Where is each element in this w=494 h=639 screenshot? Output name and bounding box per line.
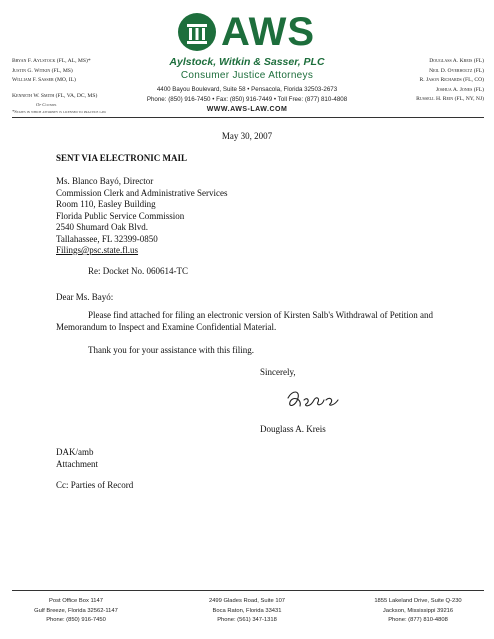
footer-office-boca-raton [190, 597, 304, 626]
attorney-name: Neil D. Overholtz (FL) [429, 67, 484, 74]
enclosure-note: Attachment [56, 459, 98, 469]
handwritten-signature [284, 386, 344, 414]
recipient-line: 2540 Shumard Oak Blvd. [56, 222, 148, 232]
attorney-name: Joshua A. Jones (FL) [435, 86, 484, 93]
firm-seal-logo [177, 12, 217, 52]
firm-logo-text: AWS [221, 10, 316, 54]
footer-line: Post Office Box 1147 [49, 598, 103, 604]
recipient-line: Room 110, Easley Building [56, 199, 156, 209]
footer-line: Gulf Breeze, Florida 32562-1147 [34, 607, 118, 614]
signer-name: Douglass A. Kreis [260, 424, 326, 434]
firm-address: 4400 Bayou Boulevard, Suite 58 • Pensacola, Florida 32503-2673 [156, 86, 338, 93]
letter-date: May 30, 2007 [221, 131, 273, 141]
recipient-line: Tallahassee, FL 32399-0850 [56, 233, 158, 244]
right-attorney-list [416, 57, 484, 105]
firm-website: WWW.AWS-LAW.COM [206, 106, 288, 113]
body-paragraph: Thank you for your assistance with this filing. [88, 345, 254, 355]
recipient-line: Commission Clerk and Administrative Services [56, 187, 228, 198]
license-note: *States in which attorney is licensed to practice law [12, 109, 107, 114]
delivery-method: SENT VIA ELECTRONIC MAIL [56, 153, 187, 163]
attorney-name: Douglass A. Kreis (FL) [429, 58, 484, 64]
firm-name: Aylstock, Witkin & Sasser, PLC [169, 56, 325, 68]
left-attorney-list [12, 57, 106, 115]
typist-initials: DAK/amb [56, 447, 94, 457]
attorney-name: Russell H. Rein (FL, NY, NJ) [416, 96, 484, 102]
attorney-name: Kenneth W. Smith (FL, VA, DC, MS) [12, 92, 98, 99]
firm-phone-line: Phone: (850) 916-7450 • Fax: (850) 916-7449 • Toll Free: (877) 810-4808 [146, 96, 348, 103]
footer-line: Boca Raton, Florida 33431 [212, 607, 282, 614]
attorney-name: William F. Sasser (MO, IL) [12, 77, 76, 83]
footer-line: Jackson, Mississippi 39216 [382, 607, 454, 614]
closing: Sincerely, [260, 367, 296, 377]
recipient-email-link[interactable]: Filings@psc.state.fl.us [56, 245, 139, 255]
body-paragraph: Please find attached for filing an electronic version of Kirsten Salb's Withdrawal of Petition and Memorandum to Inspect and Examine Confidential Material. [56, 310, 433, 332]
footer-office-gulf-breeze [20, 597, 132, 626]
recipient-line: Florida Public Service Commission [56, 210, 185, 221]
recipient-line: Ms. Blanco Bayó, Director [56, 176, 154, 186]
recipient-address-block [56, 176, 227, 257]
firm-tagline: Consumer Justice Attorneys [180, 70, 314, 81]
footer-line: Phone: (561) 347-1318 [217, 617, 277, 623]
footer-line: 2499 Glades Road, Suite 107 [208, 598, 286, 604]
of-counsel-label: Of Counsel [36, 102, 57, 107]
footer-divider [12, 590, 484, 591]
header-divider [12, 117, 484, 118]
footer-office-jackson [358, 597, 478, 626]
attorney-name: Justin G. Witkin (FL, MS) [12, 67, 73, 74]
footer-line: Phone: (877) 810-4808 [388, 617, 448, 623]
re-line: Re: Docket No. 060614-TC [88, 266, 188, 276]
footer-line: 1855 Lakeland Drive, Suite Q-230 [374, 598, 462, 604]
cc-line: Cc: Parties of Record [56, 480, 134, 490]
footer-line: Phone: (850) 916-7450 [46, 617, 106, 623]
salutation: Dear Ms. Bayó: [56, 292, 114, 302]
attorney-name: R. Jason Richards (FL, CO) [419, 77, 484, 83]
attorney-name: Bryan F. Aylstock (FL, AL, MS)* [12, 58, 91, 64]
